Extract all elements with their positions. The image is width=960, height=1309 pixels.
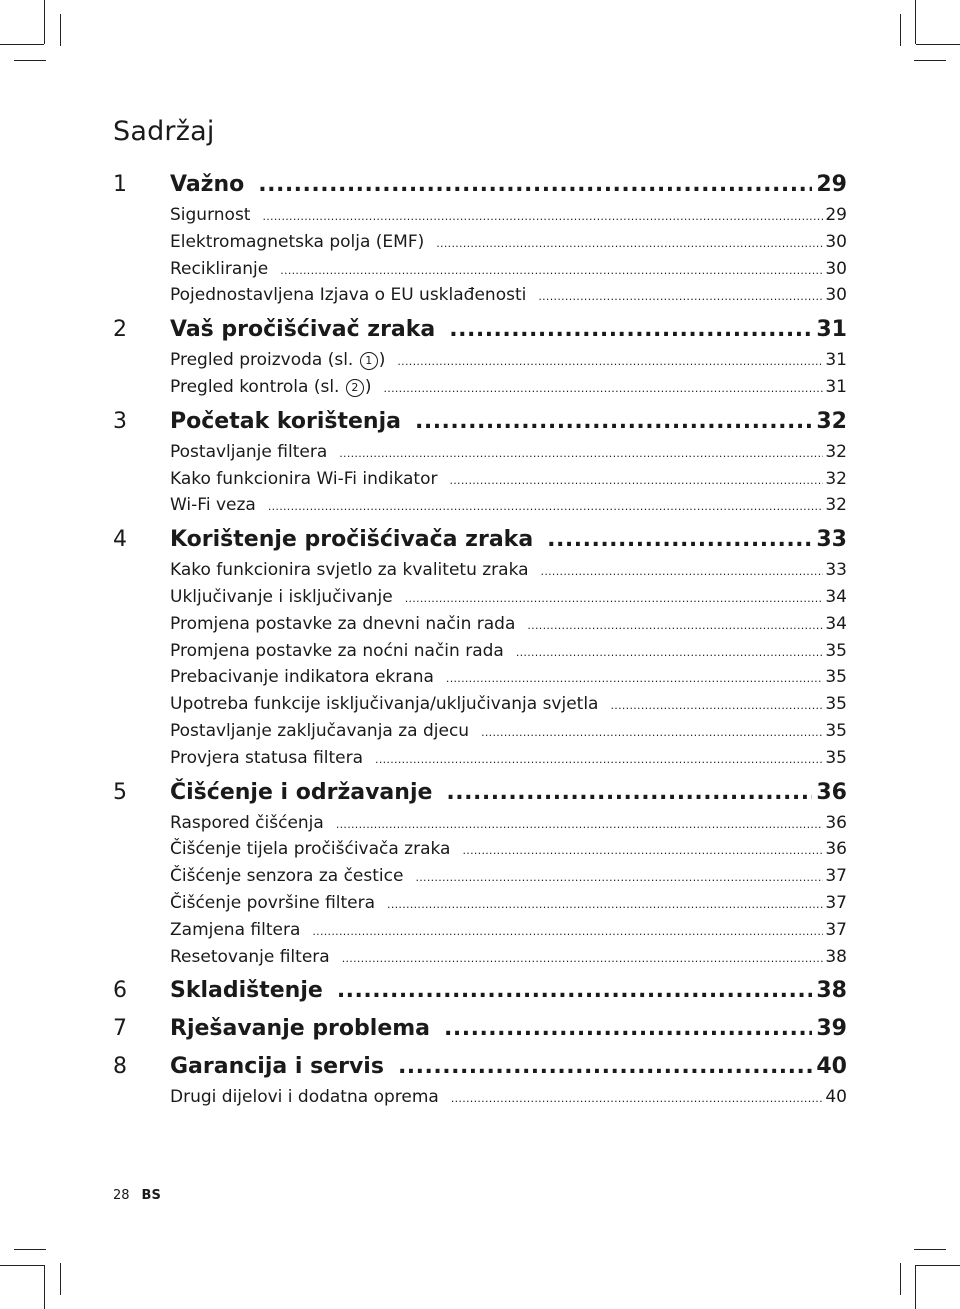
section-title — [170, 836, 450, 863]
chapter-number: 2 — [113, 317, 127, 343]
chapter-page-number: 38 — [816, 978, 847, 1004]
section-title-text: Upotreba funkcije isključivanja/uključivanja svjetla — [170, 694, 599, 715]
chapter-number: 4 — [113, 527, 127, 553]
dot-leader — [268, 494, 824, 521]
section-page-number: 37 — [825, 892, 847, 913]
section-title — [170, 691, 598, 718]
chapter-number: 3 — [113, 408, 127, 434]
toc-chapter-entry[interactable] — [113, 1012, 847, 1046]
toc-section-entry[interactable] — [113, 836, 847, 863]
chapter-number: 8 — [113, 1054, 127, 1080]
dot-leader — [446, 666, 823, 693]
dot-leader — [262, 204, 823, 231]
section-title-text: Pregled kontrola (sl. — [170, 376, 340, 397]
section-page-number: 32 — [825, 441, 847, 462]
section-page-number: 30 — [825, 285, 847, 306]
dot-leader — [449, 468, 823, 495]
language-code: BS — [141, 1188, 161, 1203]
section-title — [170, 466, 437, 493]
section-title — [170, 810, 324, 837]
toc-section-entry[interactable] — [113, 229, 847, 256]
section-title — [170, 439, 327, 466]
dot-leader — [446, 776, 812, 810]
dot-leader — [280, 258, 823, 285]
section-title — [170, 664, 434, 691]
dot-leader — [405, 586, 824, 613]
dot-leader — [462, 838, 823, 865]
toc-section-entry[interactable] — [113, 611, 847, 638]
section-title-text: Čišćenje površine filtera — [170, 892, 376, 913]
crop-mark — [916, 44, 960, 45]
dot-leader — [449, 313, 812, 347]
section-title-text: Čišćenje tijela pročišćivača zraka — [170, 839, 451, 860]
chapter-title: Korištenje pročišćivača zraka — [170, 527, 534, 553]
crop-mark — [914, 1249, 946, 1250]
chapter-page-number: 33 — [816, 527, 847, 553]
dot-leader — [375, 747, 823, 774]
chapter-title: Čišćenje i održavanje — [170, 779, 433, 805]
toc-section-entry[interactable] — [113, 202, 847, 229]
toc-chapter-entry[interactable] — [113, 974, 847, 1008]
section-page-number: 37 — [825, 919, 847, 940]
section-title-text: Uključivanje i isključivanje — [170, 586, 393, 607]
crop-mark — [915, 1265, 916, 1309]
section-title-text: Promjena postavke za dnevni način rada — [170, 613, 516, 634]
section-title-text: Zamjena filtera — [170, 919, 301, 940]
section-title — [170, 282, 526, 309]
chapter-page-number: 39 — [816, 1016, 847, 1042]
section-title — [170, 557, 529, 584]
section-title — [170, 492, 256, 519]
section-page-number: 31 — [825, 350, 847, 371]
toc-chapter — [113, 974, 847, 1008]
toc-section-entry[interactable] — [113, 439, 847, 466]
dot-leader — [444, 1012, 812, 1046]
dot-leader — [451, 1086, 824, 1113]
section-title — [170, 347, 385, 374]
section-page-number: 33 — [825, 560, 847, 581]
toc-section-entry[interactable] — [113, 917, 847, 944]
chapter-title: Početak korištenja — [170, 408, 401, 434]
section-page-number: 29 — [825, 205, 847, 225]
dot-leader — [415, 865, 823, 892]
section-title-text: Elektromagnetska polja (EMF) — [170, 231, 425, 252]
section-page-number: 36 — [825, 839, 847, 860]
toc-section-entry[interactable] — [113, 584, 847, 611]
toc-section-entry[interactable] — [113, 256, 847, 283]
toc-chapter — [113, 523, 847, 771]
crop-mark — [60, 1263, 61, 1295]
dot-leader — [516, 640, 824, 667]
page-number: 28 — [113, 1188, 130, 1203]
toc-chapter — [113, 776, 847, 971]
section-title-text: Wi-Fi veza — [170, 495, 256, 516]
toc-section-entry[interactable] — [113, 492, 847, 519]
section-page-number: 35 — [825, 667, 847, 688]
crop-mark — [914, 60, 946, 61]
dot-leader — [342, 946, 824, 973]
section-title-text: Provjera statusa filtera — [170, 747, 364, 768]
page-title: Sadržaj — [113, 116, 215, 147]
toc-section-entry[interactable] — [113, 466, 847, 493]
chapter-number: 7 — [113, 1016, 127, 1042]
section-title — [170, 256, 268, 283]
dot-leader — [610, 693, 823, 720]
toc-section-entry[interactable] — [113, 374, 847, 401]
chapter-title: Vaš pročišćivač zraka — [170, 317, 436, 343]
crop-mark — [44, 0, 45, 44]
chapter-page-number: 29 — [816, 172, 847, 197]
dot-leader — [384, 376, 824, 403]
section-page-number: 40 — [825, 1087, 847, 1108]
toc-chapter — [113, 313, 847, 401]
toc-chapter-entry[interactable] — [113, 168, 847, 202]
section-page-number: 32 — [825, 495, 847, 516]
table-of-contents — [113, 168, 847, 1111]
section-page-number: 35 — [825, 640, 847, 661]
section-title — [170, 611, 515, 638]
toc-chapter-entry[interactable] — [113, 1050, 847, 1084]
section-title-text: Promjena postavke za noćni način rada — [170, 640, 504, 661]
section-title — [170, 890, 375, 917]
section-title — [170, 229, 424, 256]
dot-leader — [258, 168, 812, 202]
section-title — [170, 374, 372, 401]
chapter-page-number: 32 — [816, 408, 847, 434]
section-title-text: Resetovanje filtera — [170, 946, 330, 967]
crop-mark — [14, 1249, 46, 1250]
chapter-number: 5 — [113, 779, 127, 805]
section-page-number: 35 — [825, 694, 847, 715]
toc-section-entry[interactable] — [113, 638, 847, 665]
section-title-text: Recikliranje — [170, 258, 269, 279]
chapter-number: 6 — [113, 978, 127, 1004]
toc-section-entry[interactable] — [113, 718, 847, 745]
toc-chapter — [113, 168, 847, 309]
section-title — [170, 1084, 439, 1111]
dot-leader — [312, 919, 823, 946]
section-title-end: ) — [364, 376, 372, 397]
crop-mark — [44, 1265, 45, 1309]
chapter-title: Važno — [170, 172, 245, 197]
section-page-number: 31 — [825, 376, 847, 397]
chapter-number: 1 — [113, 172, 127, 197]
chapter-page-number: 31 — [816, 317, 847, 343]
dot-leader — [415, 405, 812, 439]
section-page-number: 30 — [825, 258, 847, 279]
dot-leader — [481, 720, 823, 747]
section-page-number: 34 — [825, 586, 847, 607]
section-title — [170, 944, 330, 971]
toc-section-entry[interactable] — [113, 890, 847, 917]
dot-leader — [337, 974, 813, 1008]
toc-chapter-entry[interactable] — [113, 776, 847, 810]
section-title — [170, 202, 250, 229]
section-title — [170, 718, 469, 745]
dot-leader — [527, 613, 823, 640]
section-title-text: Prebacivanje indikatora ekrana — [170, 667, 434, 688]
toc-chapter — [113, 1012, 847, 1046]
section-title — [170, 638, 504, 665]
toc-section-entry[interactable] — [113, 557, 847, 584]
toc-section-entry[interactable] — [113, 347, 847, 374]
section-title-text: Postavljanje filtera — [170, 441, 328, 462]
toc-chapter-entry[interactable] — [113, 405, 847, 439]
chapter-page-number: 36 — [816, 779, 847, 805]
toc-section-entry[interactable] — [113, 863, 847, 890]
toc-chapter — [113, 1050, 847, 1111]
figure-number-icon: 1 — [360, 352, 378, 370]
section-title-text: Pregled proizvoda (sl. — [170, 350, 354, 371]
section-title-text: Sigurnost — [170, 205, 251, 225]
chapter-title: Garancija i servis — [170, 1054, 384, 1080]
crop-mark — [14, 60, 46, 61]
dot-leader — [547, 523, 812, 557]
section-title — [170, 863, 403, 890]
section-page-number: 35 — [825, 747, 847, 768]
toc-section-entry[interactable] — [113, 282, 847, 309]
toc-section-entry[interactable] — [113, 664, 847, 691]
section-title-text: Pojednostavljena Izjava o EU usklađenosti — [170, 285, 527, 306]
crop-mark — [900, 1263, 901, 1295]
dot-leader — [538, 284, 823, 311]
chapter-title: Skladištenje — [170, 978, 323, 1004]
section-title-text: Čišćenje senzora za čestice — [170, 866, 404, 887]
section-title-text: Kako funkcionira svjetlo za kvalitetu zraka — [170, 560, 529, 581]
section-title-text: Raspored čišćenja — [170, 812, 324, 833]
chapter-title: Rješavanje problema — [170, 1016, 431, 1042]
toc-section-entry[interactable] — [113, 1084, 847, 1111]
section-title-text: Kako funkcionira Wi-Fi indikator — [170, 468, 438, 489]
page-footer — [113, 1188, 161, 1203]
figure-number-icon: 2 — [346, 379, 364, 397]
dot-leader — [398, 1050, 812, 1084]
section-title — [170, 917, 300, 944]
dot-leader — [387, 892, 823, 919]
dot-leader — [436, 231, 823, 258]
section-page-number: 35 — [825, 720, 847, 741]
section-page-number: 38 — [825, 946, 847, 967]
toc-section-entry[interactable] — [113, 691, 847, 718]
section-page-number: 32 — [825, 468, 847, 489]
crop-mark — [60, 14, 61, 46]
crop-mark — [916, 1265, 960, 1266]
section-title — [170, 584, 393, 611]
section-title-text: Postavljanje zaključavanja za djecu — [170, 720, 470, 741]
dot-leader — [541, 559, 824, 586]
dot-leader — [397, 349, 823, 376]
toc-chapter-entry[interactable] — [113, 313, 847, 347]
crop-mark — [900, 14, 901, 46]
toc-chapter — [113, 405, 847, 519]
toc-section-entry[interactable] — [113, 810, 847, 837]
chapter-page-number: 40 — [816, 1054, 847, 1080]
section-page-number: 37 — [825, 866, 847, 887]
section-title-text: Drugi dijelovi i dodatna oprema — [170, 1087, 439, 1108]
section-page-number: 34 — [825, 613, 847, 634]
crop-mark — [0, 1265, 44, 1266]
dot-leader — [336, 812, 824, 839]
section-title — [170, 745, 363, 772]
section-page-number: 36 — [825, 812, 847, 833]
toc-chapter-entry[interactable] — [113, 523, 847, 557]
crop-mark — [0, 44, 44, 45]
toc-section-entry[interactable] — [113, 745, 847, 772]
crop-mark — [915, 0, 916, 44]
section-title-end: ) — [378, 350, 386, 371]
dot-leader — [339, 441, 823, 468]
toc-section-entry[interactable] — [113, 944, 847, 971]
section-page-number: 30 — [825, 231, 847, 252]
